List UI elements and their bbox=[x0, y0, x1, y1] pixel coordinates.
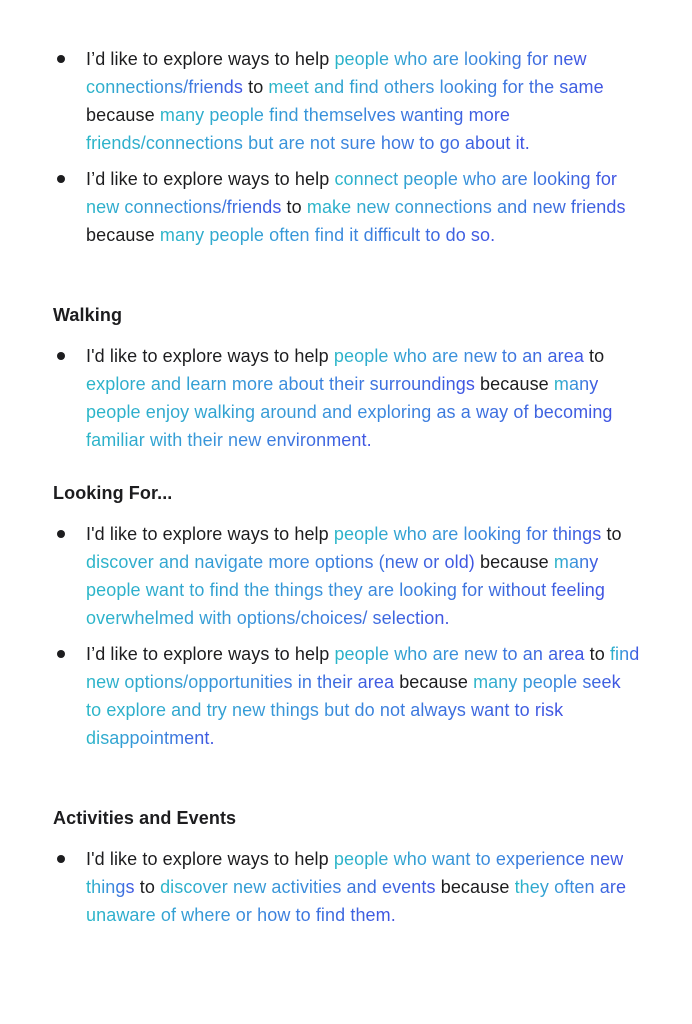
list-item bbox=[0, 165, 692, 249]
statement-because: because bbox=[86, 225, 160, 245]
bullet-list bbox=[0, 520, 692, 752]
bullet-icon bbox=[57, 352, 65, 360]
statement-why: many people seek to explore and try new things but do not always want to risk disappointment. bbox=[86, 672, 621, 748]
statement-intro: I'd like to explore ways to help bbox=[86, 524, 334, 544]
section-activities-events bbox=[0, 804, 692, 929]
statement-intro: I’d like to explore ways to help bbox=[86, 169, 335, 189]
statement-what: discover and navigate more options (new or old) bbox=[86, 552, 475, 572]
list-item bbox=[0, 45, 692, 157]
statement-to: to bbox=[601, 524, 622, 544]
bullet-list bbox=[0, 342, 692, 454]
section-heading: Looking For... bbox=[53, 483, 173, 503]
statement-who: connect people who are looking for new connections/friends bbox=[86, 169, 618, 217]
statement-to: to bbox=[583, 346, 605, 366]
statement-who: people who want to experience new things bbox=[86, 849, 624, 897]
statement-who: people who are new to an area bbox=[333, 346, 584, 366]
statement-what: find new options/opportunities in their area bbox=[86, 644, 640, 692]
statement-what: meet and find others looking for the same bbox=[268, 77, 604, 97]
statement-why: many people enjoy walking around and exploring as a way of becoming familiar with their new environment. bbox=[86, 374, 613, 450]
bullet-icon bbox=[57, 530, 65, 538]
statement-who: people who are new to an area bbox=[334, 644, 585, 664]
bullet-list bbox=[0, 45, 692, 249]
statement-to: to bbox=[134, 877, 161, 897]
statement-because: because bbox=[394, 672, 474, 692]
statement-because: because bbox=[474, 374, 554, 394]
section-connections bbox=[0, 45, 692, 249]
statement-to: to bbox=[281, 197, 307, 217]
section-looking-for bbox=[0, 479, 692, 752]
statement-intro: I'd like to explore ways to help bbox=[86, 346, 334, 366]
statement-what: discover new activities and events bbox=[160, 877, 436, 897]
bullet-icon bbox=[57, 175, 65, 183]
statement-why: they often are unaware of where or how to find them. bbox=[86, 877, 627, 925]
statement-who: people who are looking for new connections/friends bbox=[86, 49, 587, 97]
section-walking bbox=[0, 301, 692, 454]
statement-why: many people find themselves wanting more friends/connections but are not sure how to go about it. bbox=[86, 105, 530, 153]
bullet-icon bbox=[57, 55, 65, 63]
section-heading: Walking bbox=[53, 305, 123, 325]
statement-what: explore and learn more about their surroundings bbox=[86, 374, 475, 394]
list-item bbox=[0, 342, 692, 454]
statement-intro: I'd like to explore ways to help bbox=[86, 849, 334, 869]
statement-what: make new connections and new friends bbox=[306, 197, 626, 217]
list-item bbox=[0, 845, 692, 929]
bullet-icon bbox=[57, 650, 65, 658]
statement-to: to bbox=[584, 644, 610, 664]
statement-because: because bbox=[435, 877, 515, 897]
statement-why: many people often find it difficult to do so. bbox=[159, 225, 496, 245]
bullet-icon bbox=[57, 855, 65, 863]
statement-intro: I’d like to explore ways to help bbox=[86, 49, 335, 69]
bullet-list bbox=[0, 845, 692, 929]
list-item bbox=[0, 520, 692, 632]
statement-why: many people want to find the things they are looking for without feeling overwhelmed with options/choices/ selection. bbox=[86, 552, 606, 628]
statement-because: because bbox=[86, 105, 160, 125]
statement-who: people who are looking for things bbox=[333, 524, 602, 544]
list-item bbox=[0, 640, 692, 752]
section-heading: Activities and Events bbox=[53, 808, 237, 828]
statement-to: to bbox=[243, 77, 269, 97]
statement-because: because bbox=[474, 552, 554, 572]
statement-intro: I’d like to explore ways to help bbox=[86, 644, 335, 664]
